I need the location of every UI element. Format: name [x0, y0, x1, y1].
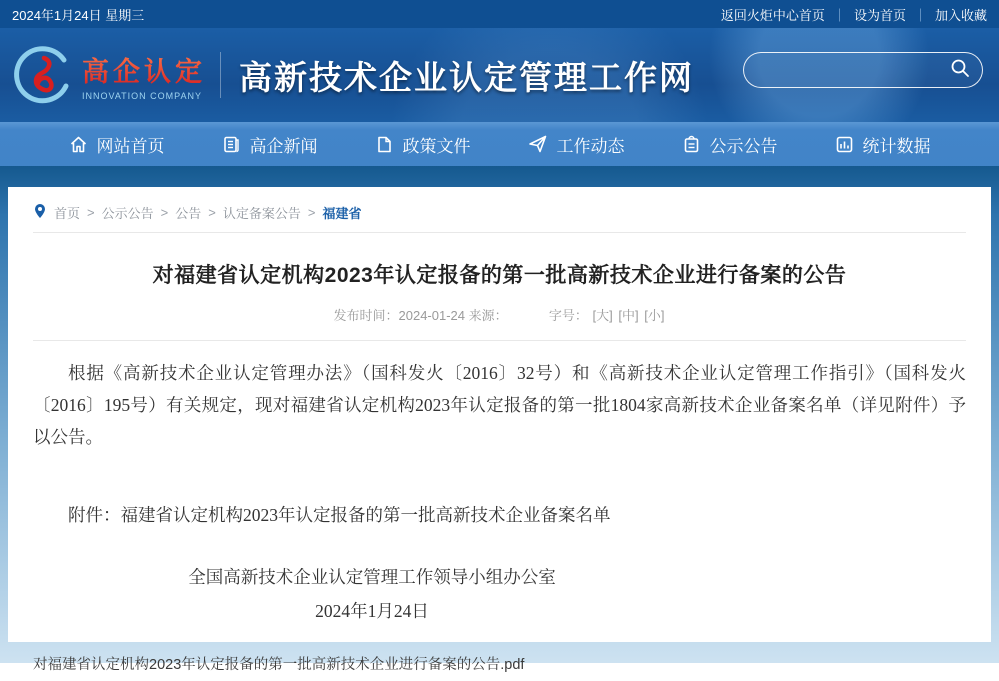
- main-nav: [0, 122, 999, 166]
- home-icon: [69, 135, 88, 154]
- fontsize-small-button[interactable]: [小]: [644, 308, 665, 323]
- nav-item-work-dynamics[interactable]: [528, 132, 625, 157]
- nav-item-home[interactable]: [69, 132, 165, 157]
- content-card: [8, 187, 991, 673]
- article-paragraph: 根据《高新技术企业认定管理办法》（国科发火〔2016〕32号）和《高新技术企业认定管理工作指引》（国科发火〔2016〕195号）有关规定，现对福建省认定机构2023年认定报备的第一批1804家高新技术企业备案名单（详见附件）予以公告。: [33, 363, 966, 447]
- set-homepage-link[interactable]: 设为首页: [853, 7, 906, 23]
- policy-doc-icon: [375, 135, 394, 154]
- article-title: 对福建省认定机构2023年认定报备的第一批高新技术企业进行备案的公告: [152, 264, 847, 287]
- breadcrumb-fujian[interactable]: 福建省: [322, 206, 362, 221]
- site-header: [0, 28, 999, 122]
- nav-item-announcements[interactable]: [682, 132, 778, 157]
- news-icon: [222, 135, 241, 154]
- content-background: [0, 166, 999, 673]
- article-body: [33, 357, 966, 681]
- site-title: 高新技术企业认定管理工作网: [239, 60, 694, 97]
- add-favorite-link[interactable]: 加入收藏: [934, 7, 987, 23]
- logo-text-cn: 高企认定: [82, 50, 206, 89]
- breadcrumb-filing-notice[interactable]: 认定备案公告: [222, 206, 301, 221]
- separator: ｜: [832, 7, 846, 23]
- publish-time-label: 发布时间：: [333, 308, 399, 323]
- nav-item-statistics[interactable]: [835, 132, 931, 157]
- paper-plane-icon: [528, 134, 548, 154]
- breadcrumb-home[interactable]: 首页: [54, 206, 81, 221]
- search-input[interactable]: [743, 52, 983, 88]
- nav-item-policy[interactable]: [375, 132, 471, 157]
- header-divider: [220, 52, 221, 98]
- fontsize-large-button[interactable]: [大]: [592, 308, 613, 323]
- nav-label: 工作动态: [556, 136, 625, 156]
- signature-date: 2024年1月24日: [315, 601, 429, 621]
- signature-office: 全国高新技术企业认定管理工作领导小组办公室: [188, 567, 556, 587]
- breadcrumb-separator: >: [87, 205, 95, 220]
- current-date: 2024年1月24日 星期三: [12, 7, 145, 23]
- divider: [33, 232, 966, 233]
- nav-label: 公示公告: [709, 136, 778, 156]
- site-logo[interactable]: [14, 46, 206, 104]
- clipboard-icon: [682, 135, 701, 154]
- source-label: 来源：: [468, 308, 508, 323]
- logo-text-en: INNOVATION COMPANY: [82, 90, 203, 101]
- separator: ｜: [913, 7, 927, 23]
- nav-label: 统计数据: [862, 136, 931, 156]
- breadcrumb-separator: >: [160, 205, 169, 220]
- fontsize-medium-button[interactable]: [中]: [618, 308, 639, 323]
- breadcrumb-separator: >: [307, 205, 316, 220]
- breadcrumb-notice[interactable]: 公告: [175, 206, 202, 221]
- nav-label: 网站首页: [96, 136, 165, 156]
- article-meta: [33, 305, 966, 324]
- nav-label: 政策文件: [402, 136, 471, 156]
- nav-item-news[interactable]: [222, 132, 318, 157]
- signature-block: [33, 561, 966, 627]
- chart-icon: [835, 135, 854, 154]
- divider: [33, 340, 966, 341]
- breadcrumb-announcements[interactable]: 公示公告: [101, 206, 154, 221]
- attachment-pdf-link[interactable]: 对福建省认定机构2023年认定报备的第一批高新技术企业进行备案的公告.pdf: [33, 657, 525, 673]
- breadcrumb: [33, 199, 966, 232]
- back-to-torch-home-link[interactable]: 返回火炬中心首页: [720, 7, 825, 23]
- logo-swoosh-icon: [14, 46, 72, 104]
- fontsize-label: 字号：: [548, 308, 588, 323]
- search-icon[interactable]: [950, 58, 970, 83]
- top-utility-bar: [0, 0, 999, 28]
- breadcrumb-separator: >: [208, 205, 216, 220]
- topbar-links: [721, 5, 987, 24]
- attachment-line: 附件：福建省认定机构2023年认定报备的第一批高新技术企业备案名单: [68, 505, 611, 525]
- location-pin-icon: [33, 203, 47, 222]
- nav-label: 高企新闻: [249, 136, 318, 156]
- logo-text: [82, 50, 206, 101]
- publish-date: 2024-01-24: [398, 308, 466, 323]
